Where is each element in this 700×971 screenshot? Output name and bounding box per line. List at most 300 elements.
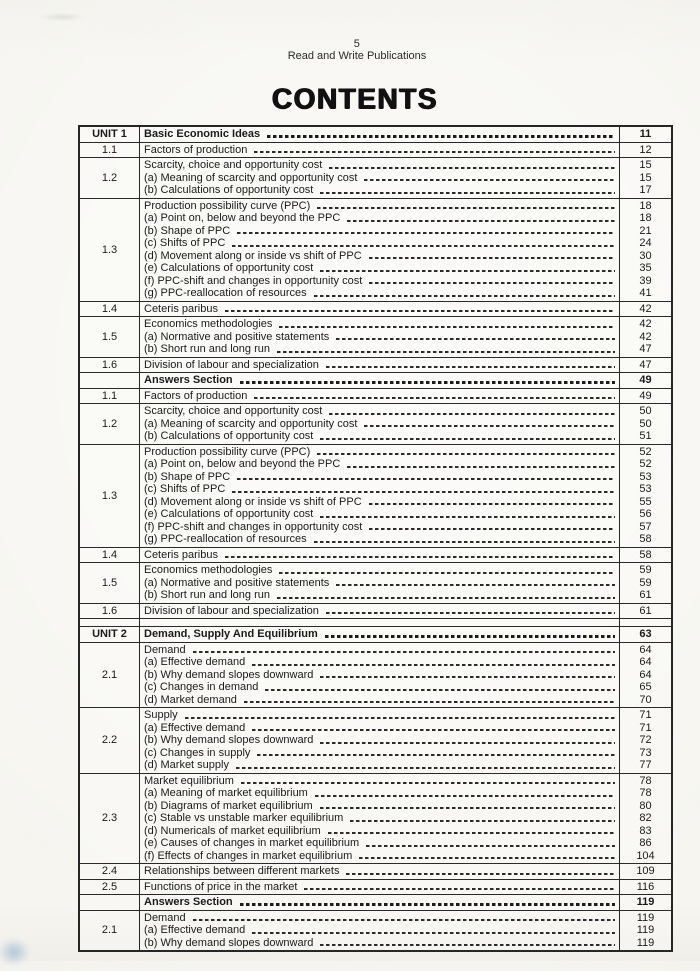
dotted-leader [369, 282, 615, 284]
toc-row [80, 864, 671, 880]
toc-row [80, 445, 671, 548]
toc-row-entries [140, 911, 619, 951]
toc-entry-line [144, 564, 617, 577]
toc-page-number: 61 [639, 589, 652, 601]
toc-entry-text: Ceteris paribus [144, 548, 218, 561]
toc-row-number: UNIT 1 [80, 127, 140, 142]
toc-entry-text: (g) PPC-reallocation of resources [144, 533, 307, 545]
toc-entry-line [144, 800, 617, 813]
dotted-leader [320, 192, 615, 194]
toc-row-entries [140, 158, 619, 198]
toc-entry-text: (e) Calculations of opportunity cost [144, 508, 314, 520]
toc-row-entries [140, 373, 619, 388]
toc-entry-text: (d) Numericals of market equilibrium [144, 824, 321, 837]
toc-entry-text: Demand [144, 911, 186, 924]
dotted-leader [329, 413, 615, 415]
toc-entry-line [144, 159, 617, 172]
dotted-leader [279, 326, 615, 328]
toc-entry-text: (c) Changes in supply [144, 746, 251, 759]
toc-row-number: 1.2 [80, 158, 140, 198]
toc-entry-text: (d) Movement along or inside vs shift of PPC [144, 249, 362, 262]
toc-entry-line [144, 446, 617, 459]
dotted-leader [241, 782, 615, 784]
toc-row-pages [619, 158, 671, 198]
toc-page-number: 53 [639, 470, 652, 483]
toc-entry-line [144, 390, 617, 403]
toc-row-number [80, 373, 140, 388]
toc-page-number: 49 [639, 389, 652, 402]
toc-entry-text: Factors of production [144, 143, 248, 156]
toc-row-pages [619, 619, 671, 626]
dotted-leader [326, 612, 615, 614]
toc-row-entries [140, 880, 619, 895]
toc-entry-line [144, 881, 617, 894]
toc-row-entries [140, 404, 619, 444]
dotted-leader [314, 295, 615, 297]
toc-entry-text: Factors of production [144, 389, 248, 402]
toc-row-entries [140, 895, 619, 910]
toc-page-number: 58 [639, 548, 652, 561]
dotted-leader [359, 857, 615, 859]
toc-entry-line [144, 405, 617, 418]
toc-page-number: 78 [639, 787, 652, 799]
toc-entry-text: (a) Meaning of market equilibrium [144, 787, 308, 799]
dotted-leader [252, 932, 615, 934]
dotted-leader [326, 366, 615, 368]
toc-entry-line [144, 837, 617, 850]
toc-entry-line [144, 533, 617, 546]
scan-smudge-corner [0, 933, 36, 971]
toc-entry-line [144, 430, 617, 443]
dotted-leader [232, 245, 615, 247]
toc-row [80, 911, 671, 951]
toc-entry-text: (c) Shifts of PPC [144, 483, 226, 495]
toc-row-number: 1.2 [80, 404, 140, 444]
toc-entry-line [144, 628, 617, 641]
dotted-leader [267, 135, 615, 137]
dotted-leader [236, 767, 615, 769]
toc-page-number: 21 [639, 224, 652, 237]
toc-entry-text: Scarcity, choice and opportunity cost [144, 405, 323, 417]
dotted-leader [277, 597, 615, 599]
toc-page-number: 59 [639, 576, 652, 589]
dotted-leader [315, 795, 615, 797]
dotted-leader [346, 873, 615, 875]
dotted-leader [252, 729, 615, 731]
dotted-leader [254, 397, 615, 399]
toc-page-number: 52 [639, 458, 652, 470]
toc-entry-text: Relationships between different markets [144, 865, 340, 877]
toc-page-number: 119 [636, 924, 655, 936]
toc-row [80, 880, 671, 896]
toc-entry-line [144, 458, 617, 471]
toc-page-number: 86 [639, 837, 652, 849]
toc-entry-line [144, 212, 617, 225]
toc-row-pages [619, 445, 671, 547]
dotted-leader [193, 919, 615, 921]
toc-row-pages [619, 548, 671, 563]
toc-entry-line [144, 418, 617, 431]
toc-entry-text: Production possibility curve (PPC) [144, 445, 311, 458]
toc-row-pages [619, 880, 671, 895]
toc-entry-text: (b) Diagrams of market equilibrium [144, 799, 313, 812]
toc-page-number: 83 [639, 824, 652, 837]
toc-page-number: 70 [639, 693, 652, 706]
toc-page-number: 42 [639, 318, 652, 330]
toc-entry-line [144, 343, 617, 356]
toc-entry-text: (a) Point on, below and beyond the PPC [144, 458, 341, 470]
toc-row-number: 2.2 [80, 708, 140, 773]
toc-entry-text: (c) Changes in demand [144, 681, 259, 693]
dotted-leader [314, 541, 615, 543]
toc-entry-text: (a) Normative and positive statements [144, 576, 330, 589]
toc-row-number: 1.1 [80, 143, 140, 158]
toc-page-number: 50 [639, 417, 652, 430]
toc-row [80, 627, 671, 643]
toc-row [80, 199, 671, 302]
toc-entry-text: Answers Section [144, 374, 233, 386]
toc-entry-line [144, 589, 617, 602]
toc-entry-line [144, 850, 617, 863]
toc-row-number: 2.1 [80, 643, 140, 708]
toc-entry-text: (f) PPC-shift and changes in opportunity cost [144, 274, 363, 287]
toc-entry-line [144, 896, 617, 909]
toc-row-entries [140, 864, 619, 879]
toc-entry-line [144, 483, 617, 496]
toc-entry-line [144, 237, 617, 250]
dotted-leader [320, 516, 615, 518]
toc-entry-line [144, 359, 617, 372]
toc-page-number: 63 [639, 628, 652, 640]
toc-page-number: 35 [639, 262, 652, 274]
toc-entry-line [144, 759, 617, 772]
toc-page-number: 30 [639, 249, 652, 262]
toc-entry-text: Market equilibrium [144, 774, 234, 787]
toc-row [80, 774, 671, 865]
toc-page-number: 49 [639, 374, 652, 386]
toc-entry-line [144, 318, 617, 331]
dotted-leader [265, 689, 615, 691]
toc-page-number: 119 [636, 911, 655, 924]
toc-row-pages [619, 604, 671, 619]
toc-entry-text: Production possibility curve (PPC) [144, 199, 311, 212]
toc-row [80, 317, 671, 358]
toc-page-number: 59 [639, 564, 652, 576]
toc-page-number: 11 [639, 128, 652, 140]
toc-row-number [80, 895, 140, 910]
toc-row-pages [619, 895, 671, 910]
toc-row-number: 1.3 [80, 445, 140, 547]
dotted-leader [369, 257, 615, 259]
toc-entry-line [144, 694, 617, 707]
toc-row [80, 404, 671, 445]
toc-entry-line [144, 374, 617, 387]
toc-entry-text: (c) Stable vs unstable marker equilibrium [144, 812, 344, 824]
toc-entry-line [144, 200, 617, 213]
toc-page-number: 12 [639, 143, 652, 156]
toc-row-pages [619, 317, 671, 357]
toc-page-number: 57 [639, 520, 652, 533]
toc-row [80, 708, 671, 774]
dotted-leader [320, 438, 615, 440]
toc-row-number: UNIT 2 [80, 627, 140, 642]
toc-entry-line [144, 775, 617, 788]
toc-entry-text: (a) Effective demand [144, 656, 246, 668]
toc-entry-line [144, 331, 617, 344]
toc-page-number: 64 [639, 656, 652, 668]
toc-row-number: 1.3 [80, 199, 140, 301]
toc-row-number: 1.4 [80, 548, 140, 563]
toc-row [80, 373, 671, 389]
dotted-leader [320, 807, 615, 809]
toc-page-number: 42 [639, 330, 652, 343]
toc-entry-text: Economics methodologies [144, 318, 273, 330]
toc-page-number: 78 [639, 774, 652, 787]
toc-entry-text: (b) Calculations of opportunity cost [144, 430, 314, 442]
toc-row-entries [140, 127, 619, 142]
dotted-leader [369, 503, 615, 505]
dotted-leader [320, 944, 615, 946]
toc-entry-text: (b) Shape of PPC [144, 224, 231, 237]
toc-row-entries [140, 643, 619, 708]
dotted-leader [320, 676, 615, 678]
toc-entry-line [144, 669, 617, 682]
dotted-leader [232, 491, 615, 493]
toc-row-number: 2.4 [80, 864, 140, 879]
toc-row [80, 389, 671, 405]
toc-entry-text: (b) Calculations of opportunity cost [144, 184, 314, 196]
dotted-leader [225, 310, 615, 312]
toc-entry-line [144, 250, 617, 263]
toc-entry-text: (c) Shifts of PPC [144, 237, 226, 249]
toc-row-pages [619, 643, 671, 708]
toc-row-entries [140, 627, 619, 642]
toc-row [80, 358, 671, 374]
toc-entry-text: (b) Why demand slopes downward [144, 734, 314, 746]
toc-page-number: 17 [639, 184, 652, 196]
toc-row-pages [619, 389, 671, 404]
toc-page-number: 47 [639, 358, 652, 371]
toc-page-number: 64 [639, 643, 652, 656]
toc-entry-text: Economics methodologies [144, 564, 273, 576]
toc-entry-line [144, 644, 617, 657]
toc-page-number: 15 [639, 159, 652, 171]
dotted-leader [336, 338, 615, 340]
toc-entry-text: Supply [144, 709, 178, 721]
toc-row-entries [140, 445, 619, 547]
toc-page-number: 53 [639, 483, 652, 495]
toc-entry-text: Division of labour and specialization [144, 604, 319, 617]
toc-entry-text: (a) Point on, below and beyond the PPC [144, 212, 341, 224]
toc-entry-text: Basic Economic Ideas [144, 128, 261, 140]
dotted-leader [225, 556, 615, 558]
toc-entry-line [144, 287, 617, 300]
toc-entry-line [144, 825, 617, 838]
toc-row-pages [619, 563, 671, 603]
toc-page-number: 73 [639, 746, 652, 759]
toc-page-number: 41 [639, 287, 652, 299]
toc-entry-text: (e) Causes of changes in market equilibrium [144, 837, 360, 849]
toc-entry-text: (e) Calculations of opportunity cost [144, 262, 314, 274]
toc-entry-text: (a) Effective demand [144, 924, 246, 936]
toc-row [80, 619, 671, 627]
toc-page-number: 119 [636, 896, 655, 908]
toc-entry-line [144, 912, 617, 925]
contents-table [78, 125, 673, 952]
toc-entry-text: (b) Short run and long run [144, 343, 270, 355]
toc-page-number: 18 [639, 199, 652, 212]
toc-row-entries [140, 358, 619, 373]
toc-page-number: 80 [639, 799, 652, 812]
toc-page-number: 18 [639, 212, 652, 224]
toc-entry-text: (a) Meaning of scarcity and opportunity cost [144, 417, 358, 430]
toc-page-number: 39 [639, 274, 652, 287]
contents-title: CONTENTS [272, 82, 438, 115]
toc-entry-line [144, 549, 617, 562]
toc-row-number: 2.3 [80, 774, 140, 864]
toc-page-number: 42 [639, 302, 652, 315]
toc-page-number: 104 [636, 849, 655, 862]
toc-entry-text: Scarcity, choice and opportunity cost [144, 159, 323, 171]
toc-row [80, 302, 671, 318]
toc-entry-line [144, 709, 617, 722]
toc-row-entries [140, 604, 619, 619]
toc-row-pages [619, 358, 671, 373]
toc-row-entries [140, 774, 619, 864]
scan-smudge-top [32, 12, 92, 22]
dotted-leader [193, 651, 615, 653]
toc-page-number: 58 [639, 533, 652, 545]
toc-row-number: 1.5 [80, 563, 140, 603]
toc-row-entries [140, 317, 619, 357]
toc-row-number: 2.1 [80, 911, 140, 951]
toc-row-pages [619, 302, 671, 317]
toc-entry-text: Ceteris paribus [144, 302, 218, 315]
dotted-leader [369, 528, 615, 530]
toc-row-entries [140, 619, 619, 626]
toc-entry-text: Demand [144, 643, 186, 656]
dotted-leader [320, 270, 615, 272]
toc-row-number: 2.5 [80, 880, 140, 895]
toc-entry-text: (b) Shape of PPC [144, 470, 231, 483]
toc-entry-text: (d) Movement along or inside vs shift of PPC [144, 495, 362, 508]
toc-page-number: 64 [639, 668, 652, 681]
dotted-leader [240, 381, 615, 383]
toc-row-pages [619, 404, 671, 444]
toc-row [80, 158, 671, 199]
dotted-leader [254, 151, 615, 153]
toc-row-pages [619, 774, 671, 864]
toc-entry-line [144, 812, 617, 825]
dotted-leader [364, 179, 615, 181]
toc-row-entries [140, 563, 619, 603]
toc-entry-line [144, 144, 617, 157]
page-header [7, 38, 700, 62]
toc-page-number: 52 [639, 445, 652, 458]
toc-entry-text: (d) Market supply [144, 759, 229, 771]
toc-entry-line [144, 747, 617, 760]
toc-row-pages [619, 627, 671, 642]
dotted-leader [325, 635, 615, 637]
toc-entry-line [144, 225, 617, 238]
toc-page-number: 77 [639, 759, 652, 771]
dotted-leader [320, 742, 615, 744]
dotted-leader [240, 903, 615, 905]
toc-row-pages [619, 708, 671, 773]
dotted-leader [237, 478, 615, 480]
toc-row-entries [140, 199, 619, 301]
toc-entry-line [144, 865, 617, 878]
toc-entry-text: (g) PPC-reallocation of resources [144, 287, 307, 299]
toc-page-number: 61 [639, 604, 652, 617]
dotted-leader [317, 207, 615, 209]
dotted-leader [252, 664, 615, 666]
toc-entry-line [144, 172, 617, 185]
toc-entry-line [144, 656, 617, 669]
toc-row-pages [619, 143, 671, 158]
dotted-leader [350, 820, 615, 822]
toc-page-number: 55 [639, 495, 652, 508]
toc-row-pages [619, 127, 671, 142]
toc-entry-text: (b) Why demand slopes downward [144, 668, 314, 681]
dotted-leader [364, 425, 615, 427]
dotted-leader [279, 572, 615, 574]
toc-entry-line [144, 722, 617, 735]
toc-entry-line [144, 128, 617, 141]
toc-row-entries [140, 143, 619, 158]
toc-entry-line [144, 508, 617, 521]
toc-entry-line [144, 275, 617, 288]
toc-entry-line [144, 184, 617, 197]
toc-page-number: 109 [636, 865, 655, 877]
toc-entry-line [144, 734, 617, 747]
toc-row-pages [619, 911, 671, 951]
toc-page-number: 51 [639, 430, 652, 442]
toc-entry-text: (a) Normative and positive statements [144, 330, 330, 343]
toc-row [80, 895, 671, 911]
toc-page-number: 82 [639, 812, 652, 824]
toc-row-number: 1.6 [80, 358, 140, 373]
dotted-leader [237, 232, 615, 234]
toc-entry-text: (a) Effective demand [144, 721, 246, 734]
toc-entry-text: Answers Section [144, 896, 233, 908]
dotted-leader [317, 453, 615, 455]
toc-page-number: 119 [636, 936, 655, 949]
dotted-leader [366, 845, 615, 847]
toc-row-number [80, 619, 140, 626]
toc-row [80, 127, 671, 143]
dotted-leader [329, 167, 615, 169]
toc-page-number: 50 [639, 405, 652, 417]
toc-row-entries [140, 708, 619, 773]
toc-row [80, 643, 671, 709]
toc-entry-line [144, 577, 617, 590]
toc-row [80, 563, 671, 604]
toc-entry-line [144, 605, 617, 618]
dotted-leader [257, 754, 615, 756]
toc-page-number: 47 [639, 343, 652, 355]
toc-row-pages [619, 864, 671, 879]
toc-row [80, 143, 671, 159]
dotted-leader [185, 717, 615, 719]
toc-entry-line [144, 471, 617, 484]
toc-row-entries [140, 389, 619, 404]
dotted-leader [328, 832, 615, 834]
toc-entry-text: Functions of price in the market [144, 880, 298, 893]
toc-entry-text: Division of labour and specialization [144, 358, 319, 371]
toc-entry-text: (d) Market demand [144, 693, 237, 706]
toc-page-number: 71 [639, 721, 652, 734]
